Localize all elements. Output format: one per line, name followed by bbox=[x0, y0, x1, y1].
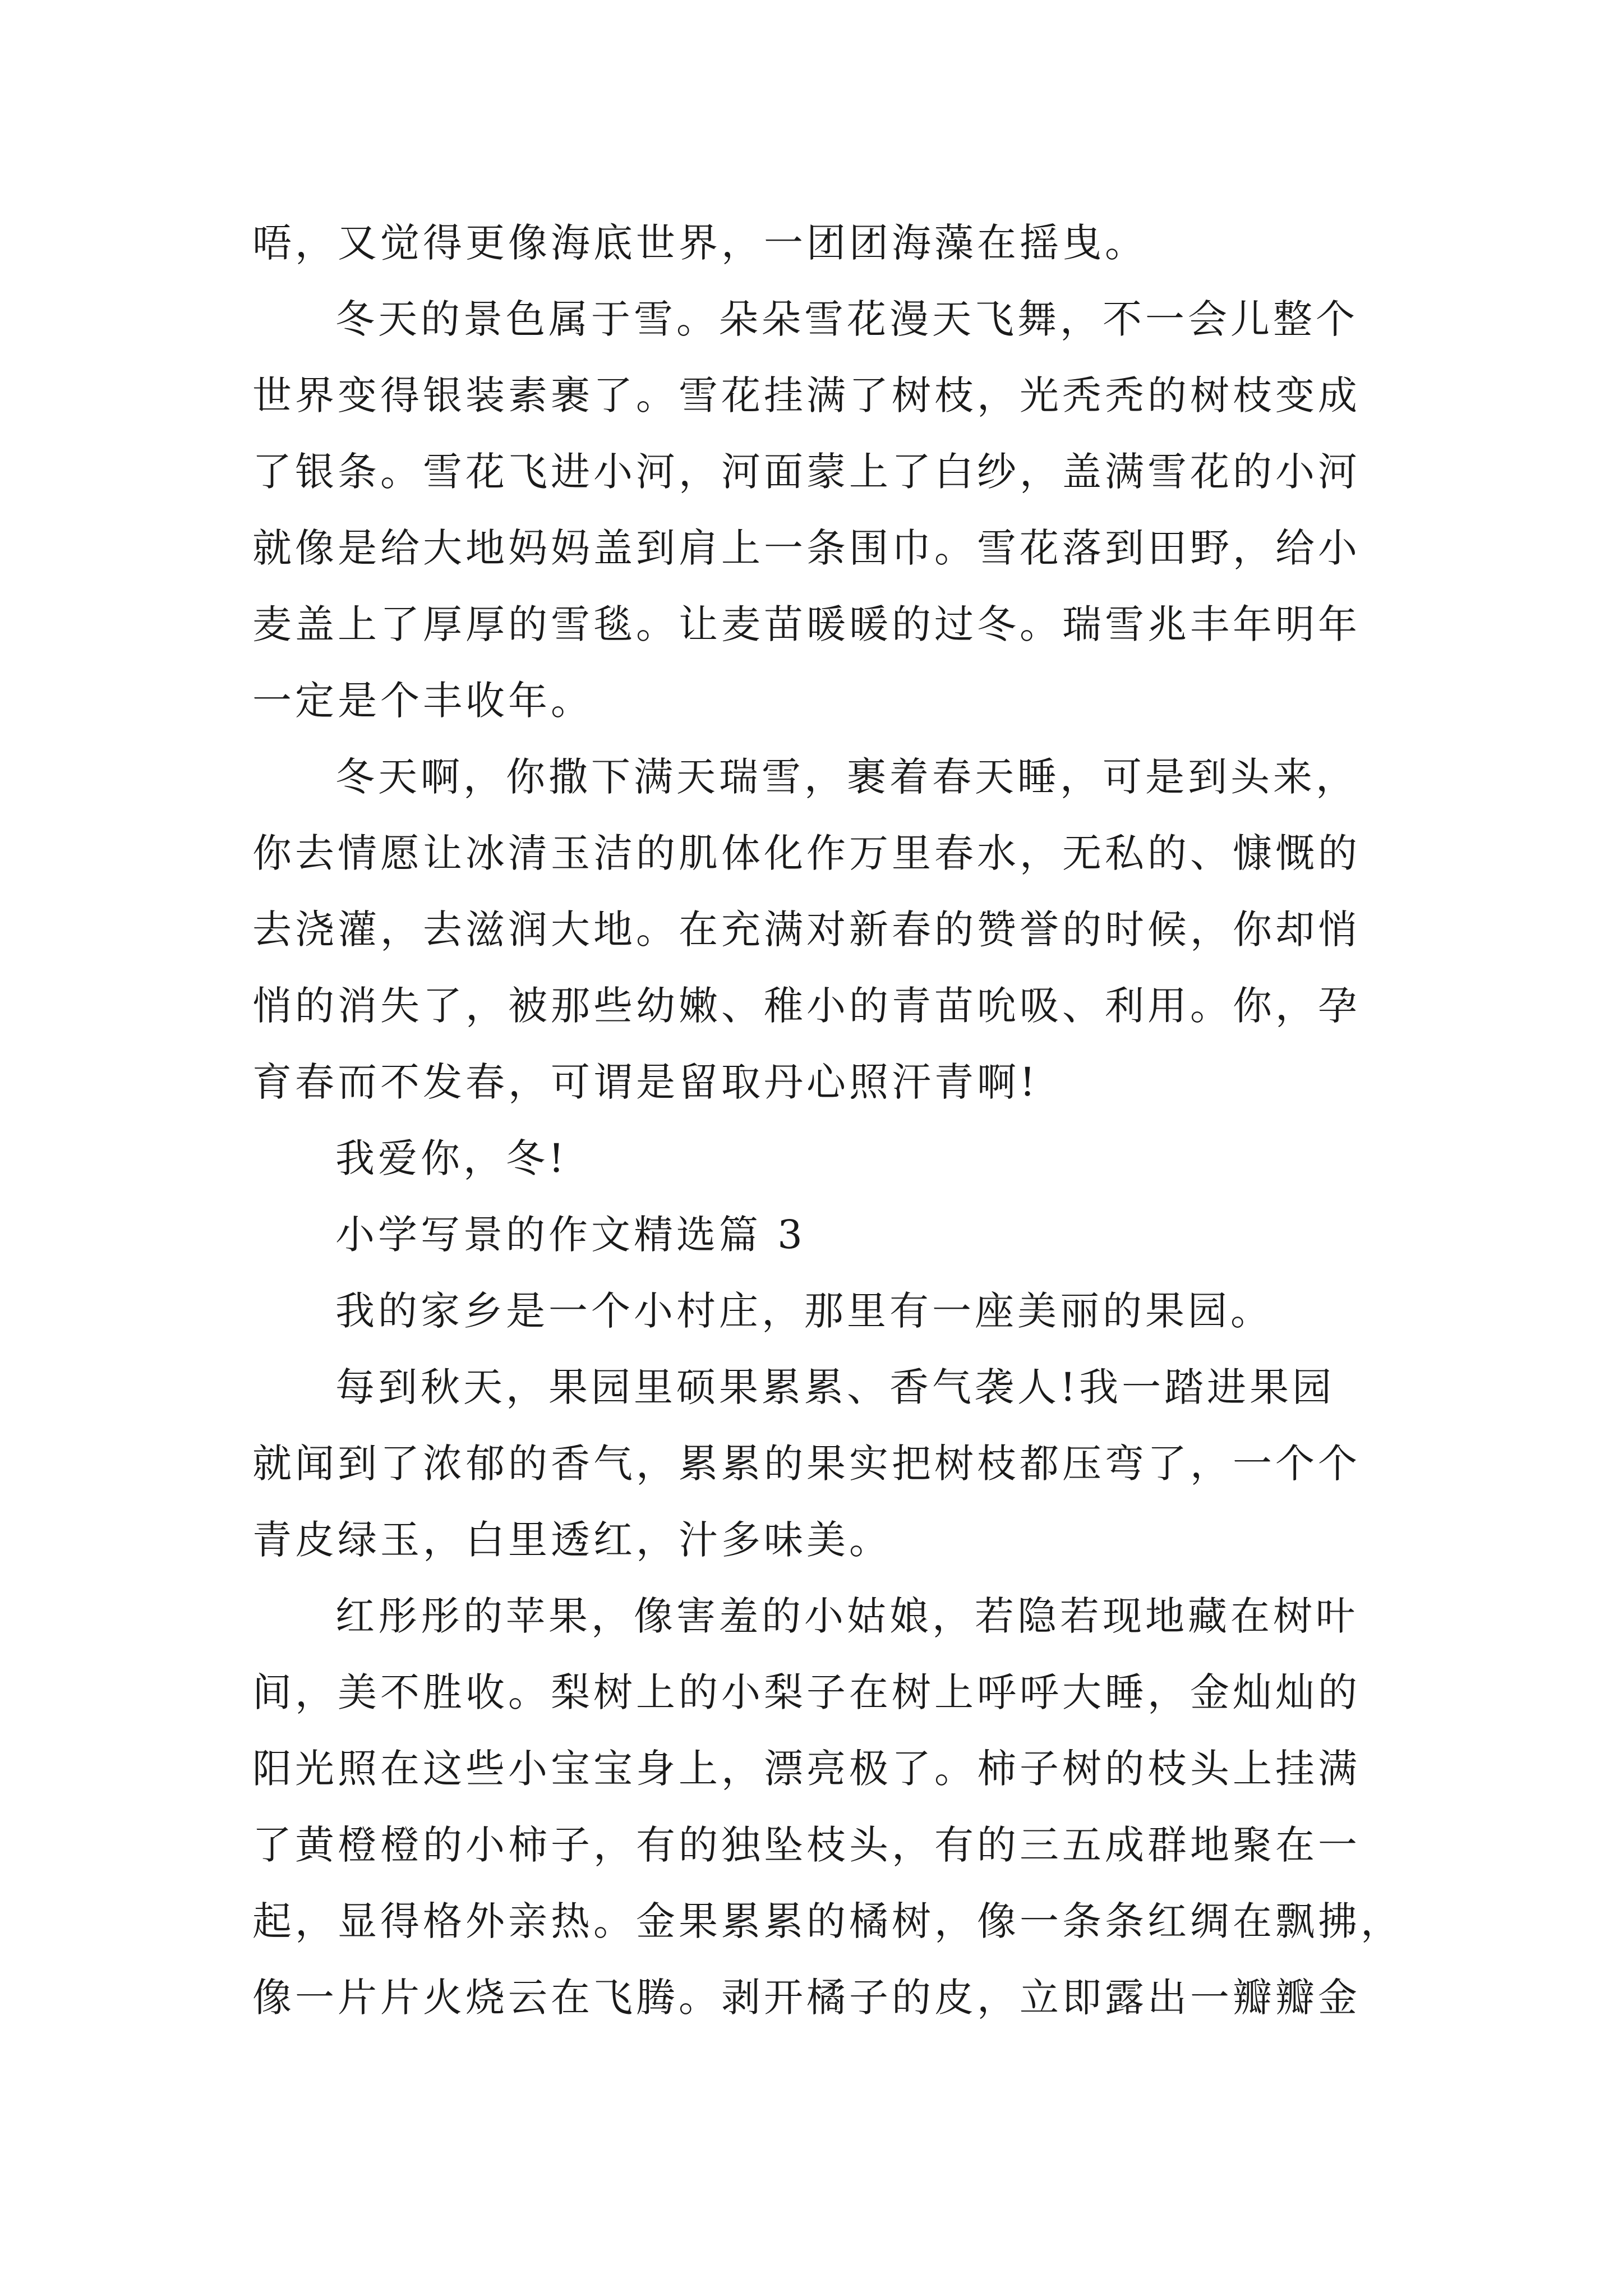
paragraph-first-line: 每到秋天，果园里硕果累累、香气袭人!我一踏进果园 bbox=[335, 1364, 1335, 1410]
section-heading: 小学写景的作文精选篇 3 bbox=[335, 1212, 806, 1258]
text-line: 像一片片火烧云在飞腾。剥开橘子的皮，立即露出一瓣瓣金 bbox=[252, 1975, 1361, 2021]
text-line: 唔，又觉得更像海底世界，一团团海藻在摇曳。 bbox=[252, 220, 1147, 266]
text-line: 悄的消失了，被那些幼嫩、稚小的青苗吮吸、利用。你，孕 bbox=[252, 983, 1361, 1029]
paragraph-first-line: 冬天啊，你撒下满天瑞雪，裹着春天睡，可是到头来， bbox=[335, 754, 1358, 800]
text-line: 就闻到了浓郁的香气，累累的果实把树枝都压弯了，一个个 bbox=[252, 1441, 1361, 1487]
text-line: 阳光照在这些小宝宝身上，漂亮极了。柿子树的枝头上挂满 bbox=[252, 1746, 1361, 1792]
text-line: 青皮绿玉，白里透红，汁多味美。 bbox=[252, 1517, 892, 1563]
text-line: 间，美不胜收。梨树上的小梨子在树上呼呼大睡，金灿灿的 bbox=[252, 1669, 1361, 1715]
text-line: 了银条。雪花飞进小河，河面蒙上了白纱，盖满雪花的小河 bbox=[252, 449, 1361, 495]
paragraph-first-line: 红彤彤的苹果，像害羞的小姑娘，若隐若现地藏在树叶 bbox=[335, 1593, 1358, 1639]
text-line: 麦盖上了厚厚的雪毯。让麦苗暖暖的过冬。瑞雪兆丰年明年 bbox=[252, 601, 1361, 647]
text-line: 去浇灌，去滋润大地。在充满对新春的赞誉的时候，你却悄 bbox=[252, 907, 1361, 953]
text-line: 起，显得格外亲热。金果累累的橘树，像一条条红绸在飘拂， bbox=[252, 1898, 1403, 1944]
text-line: 你去情愿让冰清玉洁的肌体化作万里春水，无私的、慷慨的 bbox=[252, 830, 1361, 876]
paragraph-first-line: 冬天的景色属于雪。朵朵雪花漫天飞舞，不一会儿整个 bbox=[335, 296, 1358, 342]
paragraph-first-line: 我的家乡是一个小村庄，那里有一座美丽的果园。 bbox=[335, 1288, 1273, 1334]
paragraph-first-line: 我爱你，冬! bbox=[335, 1135, 568, 1181]
text-line: 育春而不发春，可谓是留取丹心照汗青啊! bbox=[252, 1059, 1039, 1105]
text-line: 了黄橙橙的小柿子，有的独坠枝头，有的三五成群地聚在一 bbox=[252, 1822, 1361, 1868]
text-line: 世界变得银装素裹了。雪花挂满了树枝，光秃秃的树枝变成 bbox=[252, 372, 1361, 418]
text-line: 就像是给大地妈妈盖到肩上一条围巾。雪花落到田野，给小 bbox=[252, 525, 1361, 571]
text-line: 一定是个丰收年。 bbox=[252, 678, 593, 724]
